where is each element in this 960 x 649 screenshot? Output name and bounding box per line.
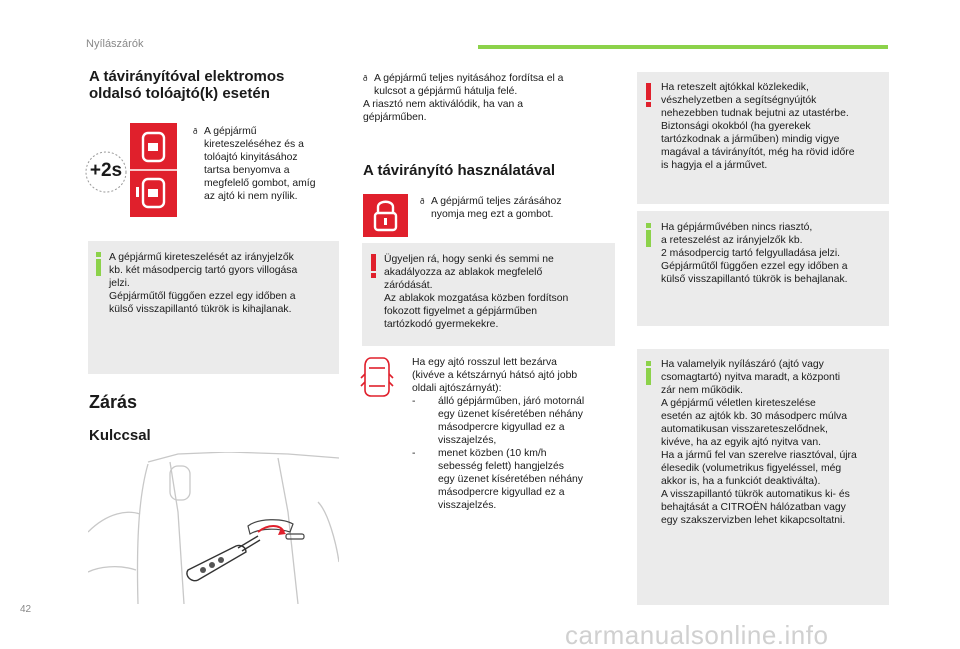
watermark: carmanualsonline.info: [565, 620, 829, 649]
lock-step: ð A gépjármű teljes zárásához nyomja meg ezt a gombot.: [420, 195, 610, 221]
info-icon: [96, 252, 101, 276]
door-open-text: Ha egy ajtó rosszul lett bezárva (kivéve a kétszárnyú hátsó ajtó jobb oldali ajtószárnyát): - álló gépjárműben, járó motornál egy üzenet kíséretében néhány másodpercre kigyullad ez a visszajelzés, - menet közben (10 km/h sebesség felett) hangjelzés egy üzenet kíséretében néhány másodpercre kigyullad ez a visszajelzés.: [412, 356, 612, 512]
unlock-step: ð A gépjármű kireteszeléséhez és a tolóajtó kinyitásához tartsa benyomva a megfelelő gombot, amíg az ajtó ki nem nyílik.: [193, 125, 338, 203]
section-label: Nyílászárók: [86, 38, 144, 50]
door-open-item: - menet közben (10 km/h sebesség felett) hangjelzés egy üzenet kíséretében néhány másodpercre kigyullad ez a visszajelzés.: [412, 448, 583, 511]
door-open-warning-icon: [360, 354, 394, 400]
info-box-no-alarm: Ha gépjárművében nincs riasztó, a reteszelést az irányjelzők kb. 2 másodpercig tartó felgyulladása jelzi. Gépjárműtől függően ezzel egy időben a külső visszapillantó tükrök is behajlanak.: [637, 211, 889, 326]
timer-2s-icon: +2s: [84, 150, 128, 194]
section-accent-bar: [478, 45, 888, 49]
warning-box-windows: Ügyeljen rá, hogy senki és semmi ne akadályozza az ablakok megfelelő záródását. Az ablakok mozgatása közben fordítson fokozott figyelmet a gépjárműben tartózkodó gyermekekre.: [362, 243, 615, 346]
warning-box-locked-doors: Ha reteszelt ajtókkal közlekedik, vészhelyzetben a segítségnyújtók nehezebben tudnak bejutni az utastérbe. Biztonsági okokból (ha gyerekek tartózkodnak a járműben) mindig vigye magával a távirányítót, még ha rövid időre is hagyja el a járművet.: [637, 72, 889, 204]
full-open-instruction: ð A gépjármű teljes nyitásához fordítsa el a kulcsot a gépjármű hátulja felé. A riasztó nem aktiválódik, ha van a gépjárműben.: [363, 72, 613, 124]
info-icon: [646, 361, 651, 385]
remote-usage-title: A távirányító használatával: [363, 162, 556, 179]
section-heading-zaras: Zárás: [89, 392, 138, 412]
lock-button-icon: [363, 194, 408, 237]
sliding-door-unlock-icon: [130, 123, 177, 217]
info-icon: [646, 223, 651, 247]
left-title: A távirányítóval elektromos oldalsó tolóajtó(k) esetén: [89, 68, 285, 102]
warning-icon: [646, 83, 651, 107]
door-open-item: - álló gépjárműben, járó motornál egy üzenet kíséretében néhány másodpercre kigyullad ez a visszajelzés,: [412, 396, 585, 446]
warning-icon: [371, 254, 376, 278]
info-box-unlock: A gépjármű kireteszelését az irányjelzők kb. két másodpercig tartó gyors villogása jelzi. Gépjárműtől függően ezzel egy időben a külső visszapillantó tükrök is kihajlanak.: [88, 241, 339, 374]
info-box-open-doors: Ha valamelyik nyílászáró (ajtó vagy csomagtartó) nyitva maradt, a központi zár nem működik. A gépjármű véletlen kireteszelése esetén az ajtók kb. 30 másodperc múlva automatikusan visszareteszelődnek, kivéve, ha az egyik ajtó nyitva van. Ha a jármű fel van szerelve riasztóval, újra élesedik (volumetrikus figyeléssel, még akkor is, ha a funkciót deaktiválta). A visszapillantó tükrök automatikus ki- és behajtását a CITROËN hálózatban vagy egy szakszervizben lehet kikapcsoltatni.: [637, 349, 889, 605]
page-number: 42: [20, 604, 32, 615]
subheading-kulccsal: Kulccsal: [89, 427, 151, 444]
car-key-illustration: [88, 452, 339, 604]
